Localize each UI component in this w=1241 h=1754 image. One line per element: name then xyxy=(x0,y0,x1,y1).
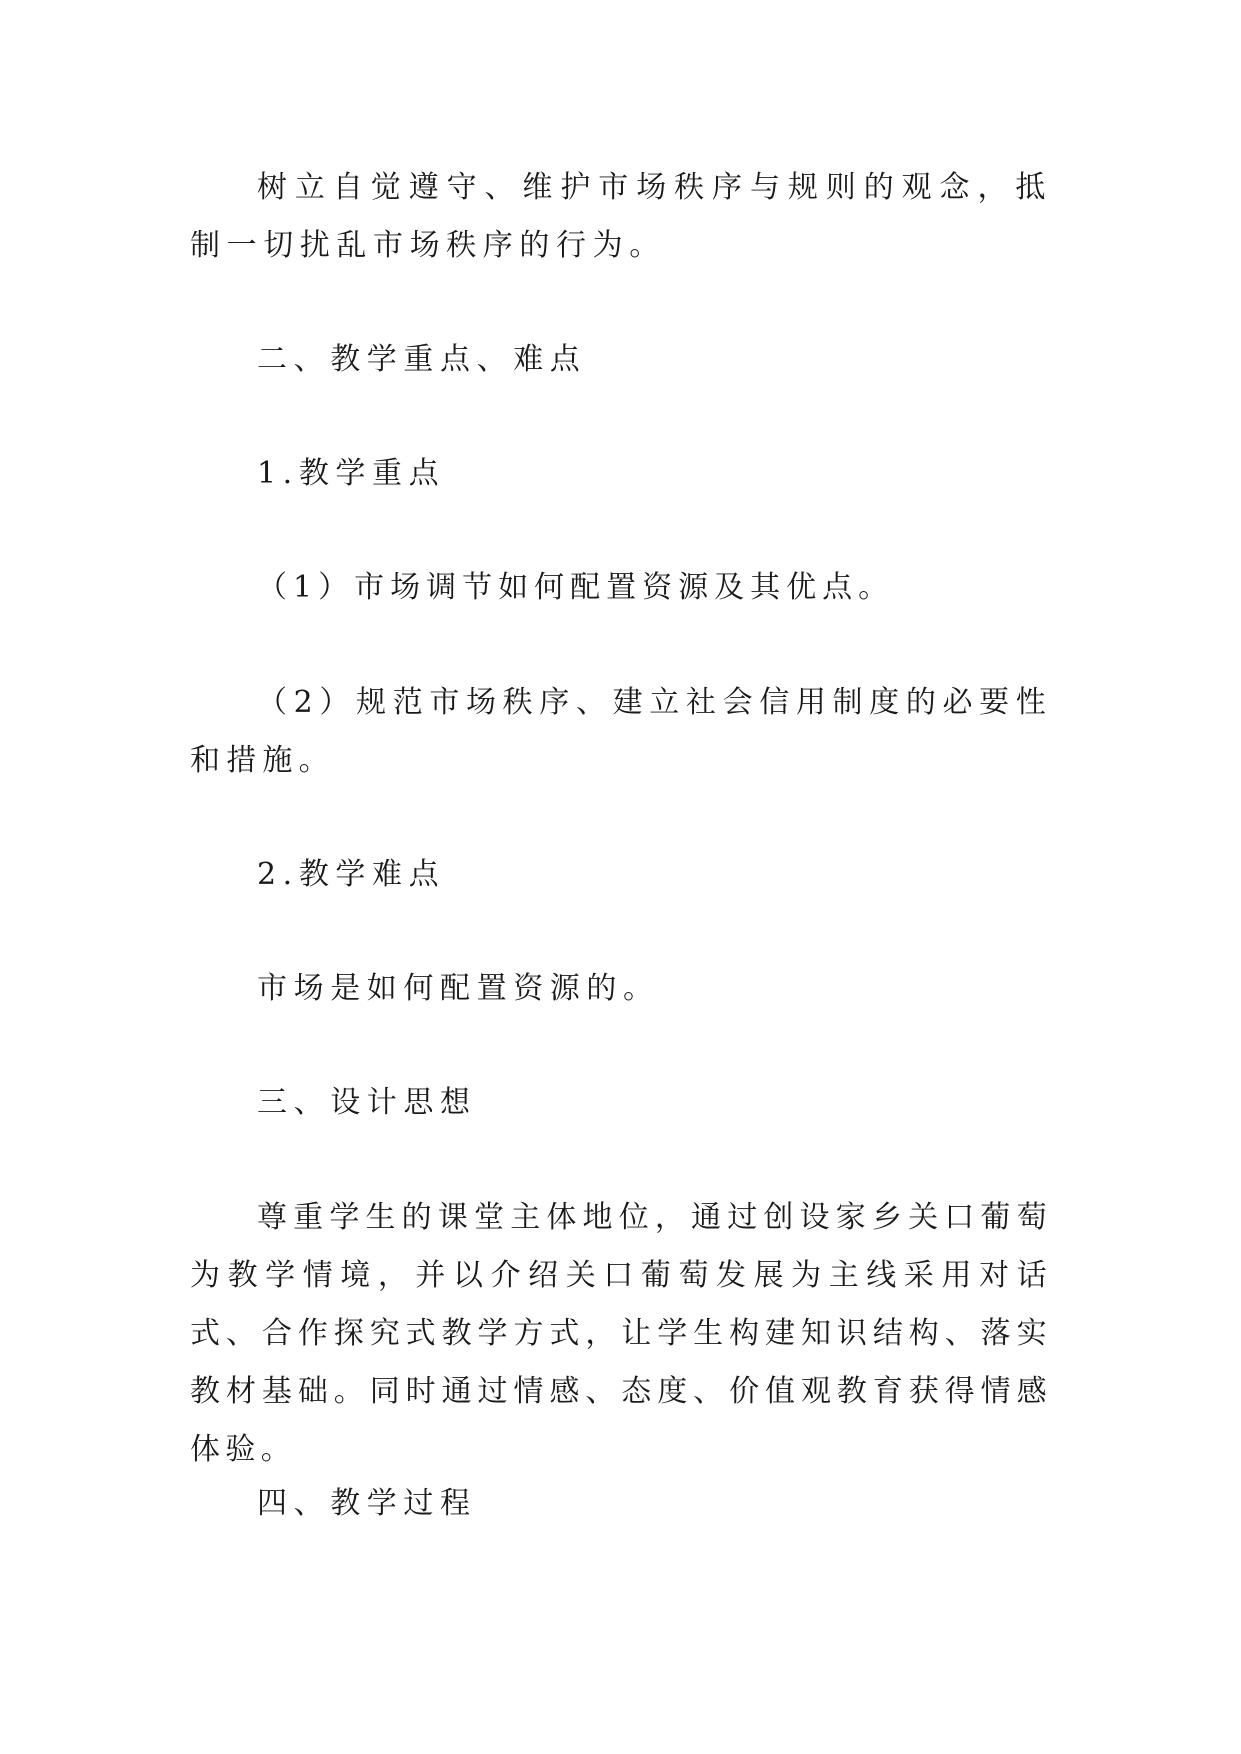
body-paragraph: 尊重学生的课堂主体地位，通过创设家乡关口葡萄为教学情境，并以介绍关口葡萄发展为主线采用对话式、合作探究式教学方式，让学生构建知识结构、落实教材基础。同时通过情感、态度、价值观教育获得情感体验。 xyxy=(190,1200,1052,1467)
section-heading: 二、教学重点、难点 xyxy=(257,342,587,377)
section-heading: 三、设计思想 xyxy=(257,1085,477,1120)
subsection-heading: 2.教学难点 xyxy=(257,857,446,892)
section-heading: 四、教学过程 xyxy=(257,1486,477,1521)
body-paragraph: 市场是如何配置资源的。 xyxy=(257,971,660,1006)
list-item: （2）规范市场秩序、建立社会信用制度的必要性和措施。 xyxy=(190,685,1052,778)
list-item: （1）市场调节如何配置资源及其优点。 xyxy=(257,570,895,605)
body-paragraph: 树立自觉遵守、维护市场秩序与规则的观念，抵制一切扰乱市场秩序的行为。 xyxy=(190,170,1052,263)
subsection-heading: 1.教学重点 xyxy=(257,456,446,491)
